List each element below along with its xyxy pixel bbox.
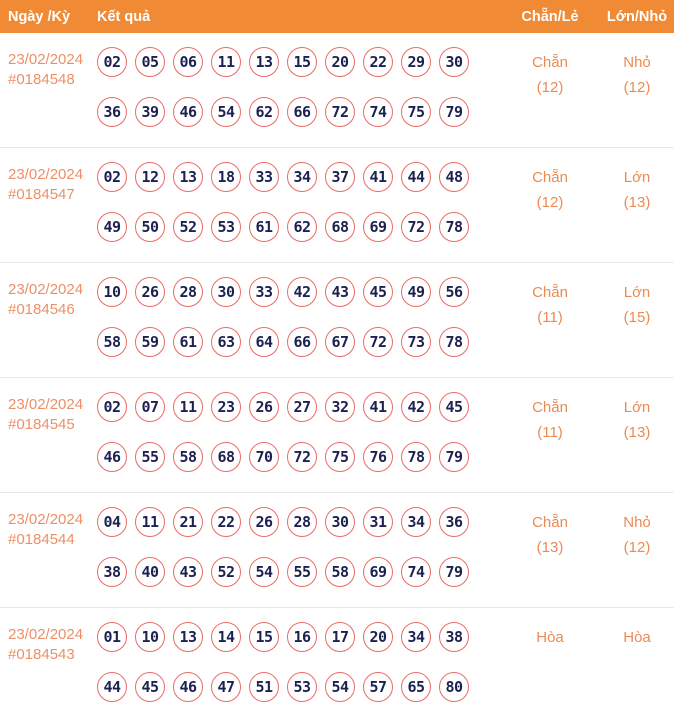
- number-ball: 16: [287, 622, 317, 652]
- number-ball: 62: [287, 212, 317, 242]
- results-table-body: [0, 33, 674, 716]
- number-ball: 73: [401, 327, 431, 357]
- number-ball: 33: [249, 277, 279, 307]
- number-ball: 36: [97, 97, 127, 127]
- result-numbers: [97, 608, 500, 716]
- number-ball: 42: [287, 277, 317, 307]
- draw-date: 23/02/2024: [8, 626, 84, 643]
- number-ball: 68: [211, 442, 241, 472]
- number-ball: 44: [97, 672, 127, 702]
- number-ball: 11: [173, 392, 203, 422]
- number-ball: 74: [363, 97, 393, 127]
- draw-date: 23/02/2024: [8, 281, 84, 298]
- number-ball: 48: [439, 162, 469, 192]
- number-ball: 38: [439, 622, 469, 652]
- big-small-status: [600, 263, 674, 377]
- number-ball: 45: [135, 672, 165, 702]
- number-ball: 12: [135, 162, 165, 192]
- result-numbers: [97, 148, 500, 262]
- number-ball: 26: [249, 392, 279, 422]
- number-ball: 41: [363, 162, 393, 192]
- draw-id: #0184546: [8, 301, 75, 318]
- number-ball: 13: [173, 622, 203, 652]
- even-odd-label: Chẵn: [532, 169, 568, 186]
- number-ball: 65: [401, 672, 431, 702]
- number-ball: 43: [173, 557, 203, 587]
- number-ball: 15: [249, 622, 279, 652]
- even-odd-status: [500, 148, 600, 262]
- number-ball: 30: [325, 507, 355, 537]
- number-ball: 17: [325, 622, 355, 652]
- number-ball: 02: [97, 47, 127, 77]
- number-ball: 76: [363, 442, 393, 472]
- number-ball: 80: [439, 672, 469, 702]
- number-ball: 44: [401, 162, 431, 192]
- number-ball: 45: [439, 392, 469, 422]
- number-ball: 53: [211, 212, 241, 242]
- table-header: [0, 0, 674, 33]
- number-line-2: [97, 557, 500, 587]
- number-ball: 61: [173, 327, 203, 357]
- even-odd-status: [500, 378, 600, 492]
- number-ball: 58: [325, 557, 355, 587]
- number-ball: 72: [287, 442, 317, 472]
- even-odd-label: Chẵn: [532, 54, 568, 71]
- number-ball: 21: [173, 507, 203, 537]
- big-small-label: Lớn: [623, 399, 651, 416]
- header-even-odd-column: Chẵn/Lẻ: [521, 8, 579, 25]
- result-numbers: [97, 378, 500, 492]
- number-ball: 20: [325, 47, 355, 77]
- number-ball: 53: [287, 672, 317, 702]
- number-ball: 58: [173, 442, 203, 472]
- number-ball: 46: [173, 97, 203, 127]
- number-line-1: [97, 622, 500, 652]
- number-ball: 34: [287, 162, 317, 192]
- number-ball: 34: [401, 507, 431, 537]
- draw-id: #0184545: [8, 416, 75, 433]
- big-small-label: Lớn: [623, 169, 651, 186]
- number-ball: 61: [249, 212, 279, 242]
- number-ball: 45: [363, 277, 393, 307]
- draw-id: #0184548: [8, 71, 75, 88]
- number-ball: 10: [135, 622, 165, 652]
- even-odd-label: Chẵn: [532, 284, 568, 301]
- header-result-column: Kết quả: [97, 8, 151, 25]
- number-ball: 37: [325, 162, 355, 192]
- even-odd-status: [500, 263, 600, 377]
- big-small-label: Hòa: [623, 629, 651, 646]
- number-ball: 40: [135, 557, 165, 587]
- even-odd-label: Chẵn: [532, 399, 568, 416]
- even-odd-count: (13): [536, 539, 564, 556]
- header-big-small-column: Lớn/Nhỏ: [606, 8, 668, 25]
- number-ball: 66: [287, 327, 317, 357]
- number-line-1: [97, 162, 500, 192]
- big-small-count: (12): [623, 539, 651, 556]
- draw-date: 23/02/2024: [8, 51, 84, 68]
- draw-date: 23/02/2024: [8, 166, 84, 183]
- number-ball: 07: [135, 392, 165, 422]
- even-odd-count: (11): [537, 424, 563, 441]
- number-ball: 33: [249, 162, 279, 192]
- table-row: [0, 493, 674, 608]
- number-ball: 43: [325, 277, 355, 307]
- number-ball: 29: [401, 47, 431, 77]
- draw-info: [0, 493, 97, 607]
- number-ball: 52: [173, 212, 203, 242]
- number-ball: 04: [97, 507, 127, 537]
- number-ball: 78: [401, 442, 431, 472]
- even-odd-count: (11): [537, 309, 563, 326]
- even-odd-status: [500, 33, 600, 147]
- number-ball: 18: [211, 162, 241, 192]
- header-date-column: Ngày /Kỳ: [8, 8, 71, 25]
- even-odd-count: (12): [536, 79, 564, 96]
- number-ball: 05: [135, 47, 165, 77]
- table-row: [0, 148, 674, 263]
- number-ball: 74: [401, 557, 431, 587]
- number-ball: 30: [211, 277, 241, 307]
- number-ball: 56: [439, 277, 469, 307]
- draw-info: [0, 263, 97, 377]
- table-row: [0, 608, 674, 716]
- big-small-status: [600, 493, 674, 607]
- number-ball: 01: [97, 622, 127, 652]
- number-ball: 62: [249, 97, 279, 127]
- number-ball: 63: [211, 327, 241, 357]
- number-line-2: [97, 97, 500, 127]
- number-ball: 79: [439, 442, 469, 472]
- number-ball: 75: [401, 97, 431, 127]
- number-ball: 34: [401, 622, 431, 652]
- number-ball: 26: [249, 507, 279, 537]
- number-ball: 23: [211, 392, 241, 422]
- draw-info: [0, 378, 97, 492]
- number-ball: 13: [173, 162, 203, 192]
- number-line-2: [97, 672, 500, 702]
- big-small-status: [600, 33, 674, 147]
- number-ball: 67: [325, 327, 355, 357]
- number-ball: 54: [325, 672, 355, 702]
- big-small-count: (13): [623, 194, 651, 211]
- number-ball: 02: [97, 392, 127, 422]
- number-ball: 15: [287, 47, 317, 77]
- number-ball: 72: [325, 97, 355, 127]
- number-ball: 79: [439, 97, 469, 127]
- number-ball: 70: [249, 442, 279, 472]
- big-small-count: (15): [623, 309, 651, 326]
- number-ball: 39: [135, 97, 165, 127]
- number-ball: 52: [211, 557, 241, 587]
- number-ball: 58: [97, 327, 127, 357]
- big-small-label: Nhỏ: [623, 54, 651, 71]
- draw-info: [0, 148, 97, 262]
- number-ball: 50: [135, 212, 165, 242]
- big-small-status: [600, 378, 674, 492]
- number-ball: 11: [135, 507, 165, 537]
- even-odd-label: Chẵn: [532, 514, 568, 531]
- big-small-status: [600, 148, 674, 262]
- number-ball: 69: [363, 557, 393, 587]
- number-ball: 28: [173, 277, 203, 307]
- number-ball: 26: [135, 277, 165, 307]
- number-line-1: [97, 277, 500, 307]
- table-row: [0, 378, 674, 493]
- table-row: [0, 263, 674, 378]
- even-odd-status: [500, 493, 600, 607]
- number-ball: 11: [211, 47, 241, 77]
- draw-info: [0, 608, 97, 716]
- number-line-2: [97, 327, 500, 357]
- number-ball: 59: [135, 327, 165, 357]
- big-small-count: (13): [623, 424, 651, 441]
- number-ball: 42: [401, 392, 431, 422]
- draw-id: #0184544: [8, 531, 75, 548]
- number-ball: 30: [439, 47, 469, 77]
- even-odd-status: [500, 608, 600, 716]
- result-numbers: [97, 263, 500, 377]
- number-ball: 36: [439, 507, 469, 537]
- number-ball: 47: [211, 672, 241, 702]
- number-ball: 10: [97, 277, 127, 307]
- number-ball: 68: [325, 212, 355, 242]
- number-ball: 72: [363, 327, 393, 357]
- number-ball: 41: [363, 392, 393, 422]
- number-ball: 75: [325, 442, 355, 472]
- even-odd-label: Hòa: [536, 629, 564, 646]
- number-ball: 32: [325, 392, 355, 422]
- number-ball: 22: [211, 507, 241, 537]
- number-ball: 46: [97, 442, 127, 472]
- number-ball: 22: [363, 47, 393, 77]
- number-ball: 55: [135, 442, 165, 472]
- number-line-1: [97, 392, 500, 422]
- big-small-status: [600, 608, 674, 716]
- number-ball: 54: [249, 557, 279, 587]
- number-line-1: [97, 47, 500, 77]
- result-numbers: [97, 493, 500, 607]
- number-ball: 46: [173, 672, 203, 702]
- number-ball: 27: [287, 392, 317, 422]
- even-odd-count: (12): [536, 194, 564, 211]
- number-ball: 79: [439, 557, 469, 587]
- draw-id: #0184543: [8, 646, 75, 663]
- number-ball: 31: [363, 507, 393, 537]
- number-ball: 55: [287, 557, 317, 587]
- draw-info: [0, 33, 97, 147]
- draw-id: #0184547: [8, 186, 75, 203]
- number-ball: 64: [249, 327, 279, 357]
- number-ball: 49: [401, 277, 431, 307]
- number-ball: 38: [97, 557, 127, 587]
- number-line-2: [97, 212, 500, 242]
- number-ball: 72: [401, 212, 431, 242]
- draw-date: 23/02/2024: [8, 511, 84, 528]
- number-ball: 06: [173, 47, 203, 77]
- big-small-label: Lớn: [623, 284, 651, 301]
- number-ball: 13: [249, 47, 279, 77]
- number-ball: 02: [97, 162, 127, 192]
- number-ball: 51: [249, 672, 279, 702]
- number-ball: 20: [363, 622, 393, 652]
- big-small-label: Nhỏ: [623, 514, 651, 531]
- number-ball: 69: [363, 212, 393, 242]
- big-small-count: (12): [623, 79, 651, 96]
- number-ball: 54: [211, 97, 241, 127]
- number-line-2: [97, 442, 500, 472]
- number-ball: 78: [439, 327, 469, 357]
- number-ball: 14: [211, 622, 241, 652]
- number-ball: 28: [287, 507, 317, 537]
- number-ball: 78: [439, 212, 469, 242]
- table-row: [0, 33, 674, 148]
- number-ball: 49: [97, 212, 127, 242]
- result-numbers: [97, 33, 500, 147]
- number-line-1: [97, 507, 500, 537]
- number-ball: 57: [363, 672, 393, 702]
- number-ball: 66: [287, 97, 317, 127]
- draw-date: 23/02/2024: [8, 396, 84, 413]
